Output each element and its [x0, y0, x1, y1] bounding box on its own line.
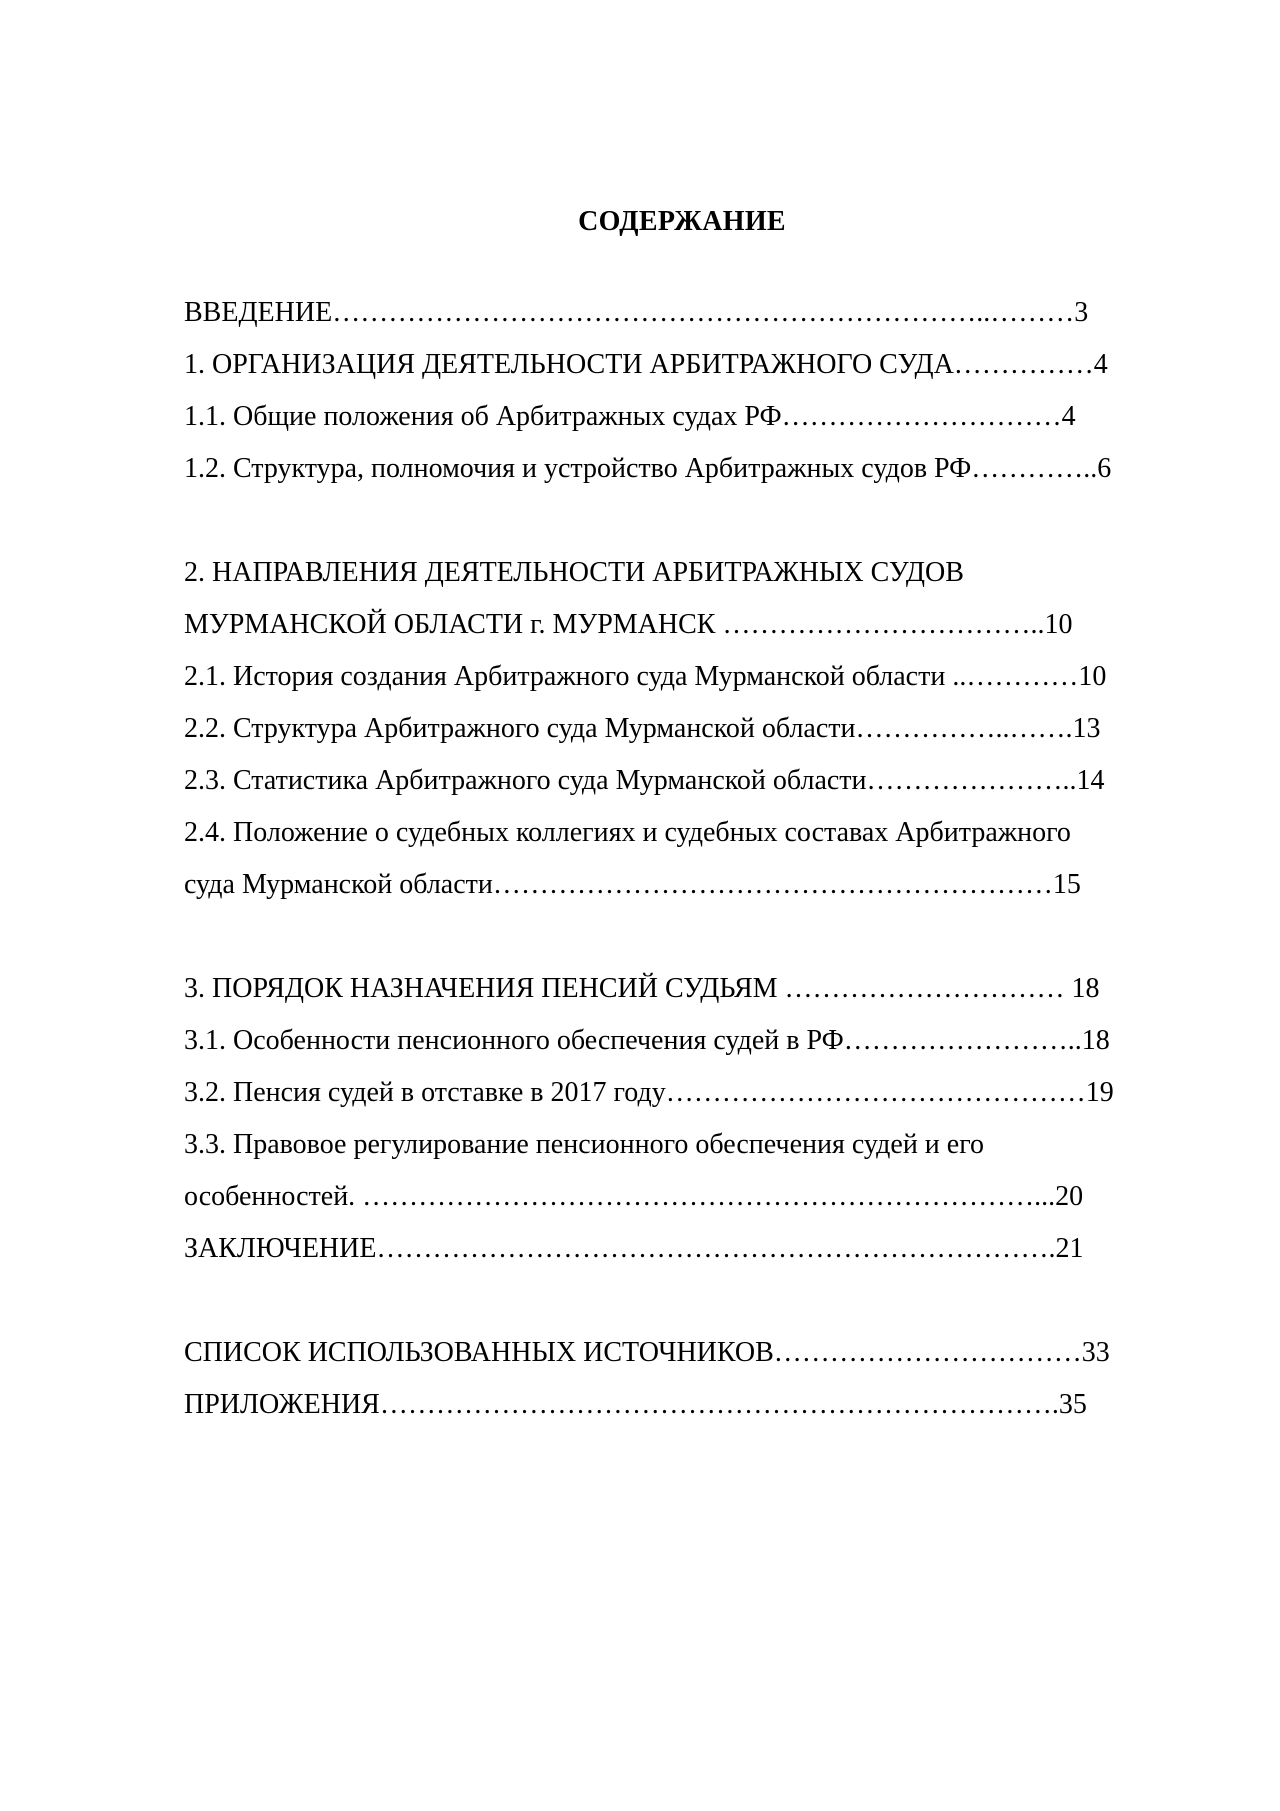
toc-chapter-2-line-1: 2. НАПРАВЛЕНИЯ ДЕЯТЕЛЬНОСТИ АРБИТРАЖНЫХ СУДОВ	[184, 557, 964, 588]
toc-chapter-2-line-2: МУРМАНСКОЙ ОБЛАСТИ г. МУРМАНСК ……………………………..10	[184, 609, 1073, 640]
page-title: СОДЕРЖАНИЕ	[578, 206, 786, 237]
toc-section-3-1: 3.1. Особенности пенсионного обеспечения судей в РФ……………………..18	[184, 1025, 1110, 1056]
toc-section-2-4-line-1: 2.4. Положение о судебных коллегиях и судебных составах Арбитражного	[184, 817, 1071, 848]
toc-section-3-3-line-2: особенностей. ………………………………………………………………...20	[184, 1181, 1084, 1212]
toc-bibliography: СПИСОК ИСПОЛЬЗОВАННЫХ ИСТОЧНИКОВ……………………………33	[184, 1337, 1110, 1368]
toc-section-2-4-line-2: суда Мурманской области……………………………………………………15	[184, 869, 1081, 900]
toc-chapter-1: 1. ОРГАНИЗАЦИЯ ДЕЯТЕЛЬНОСТИ АРБИТРАЖНОГО СУДА……………4	[184, 349, 1108, 380]
toc-appendices: ПРИЛОЖЕНИЯ……………………………………………………………….35	[184, 1389, 1087, 1420]
toc-introduction: ВВЕДЕНИЕ……………………………………………………………..………3	[184, 297, 1089, 328]
toc-chapter-3: 3. ПОРЯДОК НАЗНАЧЕНИЯ ПЕНСИЙ СУДЬЯМ ………………………… 18	[184, 973, 1100, 1004]
toc-section-2-2: 2.2. Структура Арбитражного суда Мурманской области……………..…….13	[184, 713, 1101, 744]
toc-section-3-3-line-1: 3.3. Правовое регулирование пенсионного обеспечения судей и его	[184, 1129, 985, 1160]
toc-section-3-2: 3.2. Пенсия судей в отставке в 2017 году………………………………………19	[184, 1077, 1114, 1108]
toc-section-1-2: 1.2. Структура, полномочия и устройство Арбитражных судов РФ…………..6	[184, 453, 1112, 484]
toc-section-2-3: 2.3. Статистика Арбитражного суда Мурманской области…………………..14	[184, 765, 1105, 796]
toc-section-1-1: 1.1. Общие положения об Арбитражных судах РФ…………………………4	[184, 401, 1076, 432]
toc-conclusion: ЗАКЛЮЧЕНИЕ……………………………………………………………….21	[184, 1233, 1084, 1264]
toc-section-2-1: 2.1. История создания Арбитражного суда Мурманской области ..…………10	[184, 661, 1107, 692]
